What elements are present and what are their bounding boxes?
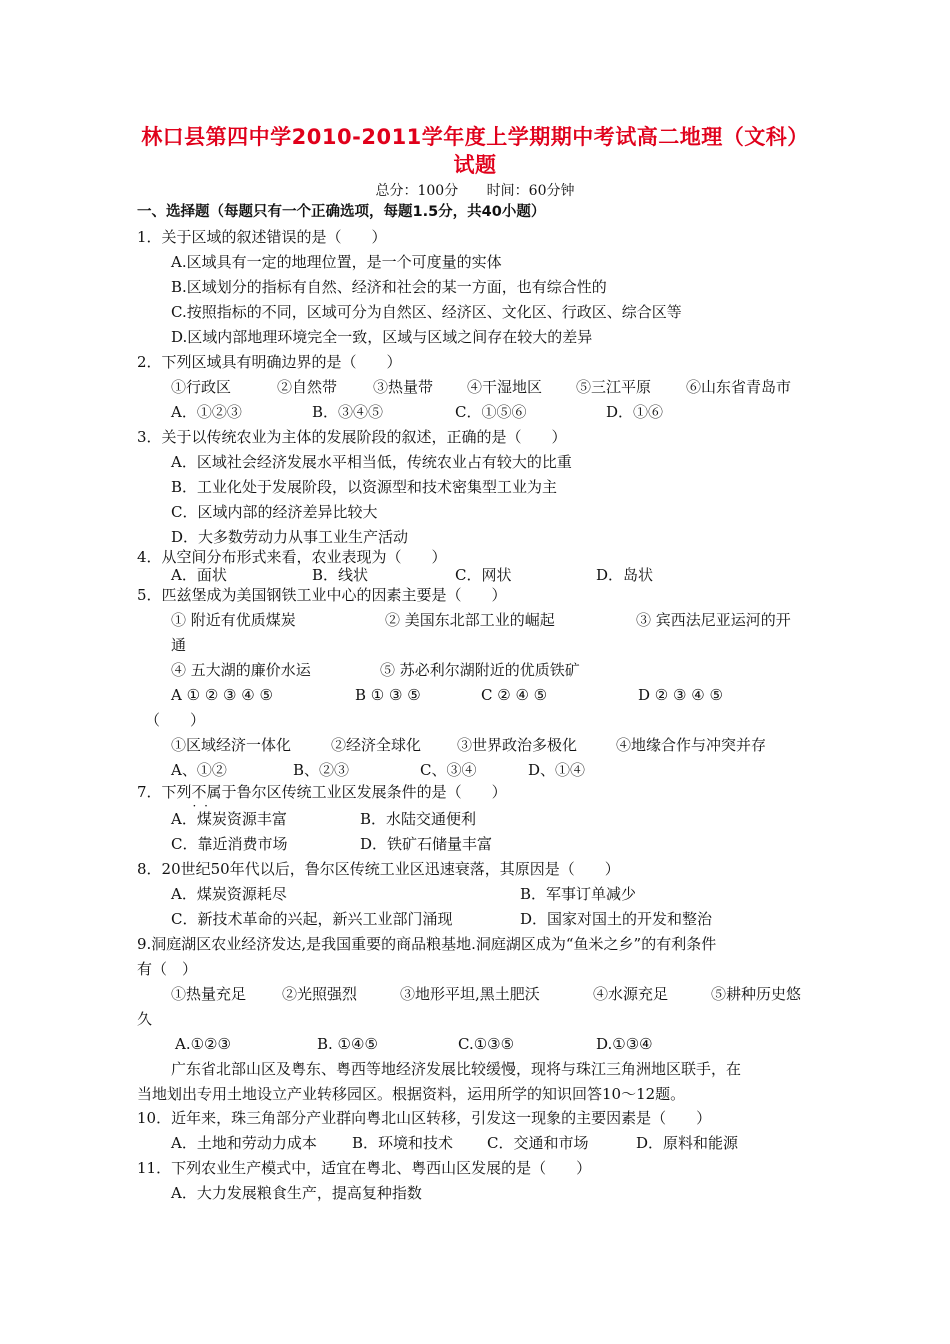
q5-option-d: D ② ③ ④ ⑤ xyxy=(638,686,723,704)
q9-option-a: A.①②③ xyxy=(175,1035,231,1053)
exam-meta xyxy=(0,180,950,200)
q6-item: ④地缘合作与冲突并存 xyxy=(616,736,767,754)
q9-option-c: C.①③⑤ xyxy=(458,1035,515,1053)
q7-stem-post: 鲁尔区传统工业区发展条件的是（ ） xyxy=(236,783,507,801)
q2-option-b: B．③④⑤ xyxy=(312,403,384,421)
q3-stem: 3．关于以传统农业为主体的发展阶段的叙述，正确的是（ ） xyxy=(137,428,567,446)
q7-stem-pre: 7．下列 xyxy=(137,783,192,801)
q2-item: ①行政区 xyxy=(171,378,232,396)
q1-option-d: D.区域内部地理环境完全一致，区域与区域之间存在较大的差异 xyxy=(171,328,593,346)
q3-option-c: C．区域内部的经济差异比较大 xyxy=(171,503,378,521)
q2-item: ⑥山东省青岛市 xyxy=(686,378,792,396)
q7-option-b: B．水陆交通便利 xyxy=(360,810,477,828)
q2-option-d: D．①⑥ xyxy=(606,403,664,421)
q7-option-d: D．铁矿石储量丰富 xyxy=(360,835,493,853)
q1-stem: 1．关于区域的叙述错误的是（ ） xyxy=(137,228,387,246)
q2-item: ④干湿地区 xyxy=(467,378,543,396)
q7-option-a: A．煤炭资源丰富 xyxy=(171,810,287,828)
q5-stem: 5．匹兹堡成为美国钢铁工业中心的因素主要是（ ） xyxy=(137,586,507,604)
q6-option-c: C、③④ xyxy=(420,761,477,779)
passage-line: 当地划出专用土地设立产业转移园区。根据资料，运用所学的知识回答10～12题。 xyxy=(137,1085,686,1103)
q8-option-a: A．煤炭资源耗尽 xyxy=(171,885,287,903)
q9-stem-cont: 有（ ） xyxy=(137,960,198,978)
q5-item: ① 附近有优质煤炭 xyxy=(171,611,296,629)
q4-option-c: C．网状 xyxy=(455,566,512,584)
q9-item: ②光照强烈 xyxy=(282,985,358,1003)
q10-option-c: C．交通和市场 xyxy=(487,1134,589,1152)
q1-option-c: C.按照指标的不同，区域可分为自然区、经济区、文化区、行政区、综合区等 xyxy=(171,303,682,321)
q8-option-b: B．军事订单减少 xyxy=(520,885,637,903)
q8-option-d: D．国家对国土的开发和整治 xyxy=(520,910,713,928)
q6-option-b: B、②③ xyxy=(293,761,350,779)
q9-item: ③地形平坦,黑土肥沃 xyxy=(400,985,540,1003)
q5-option-b: B ① ③ ⑤ xyxy=(355,686,421,704)
q7-stem xyxy=(137,782,507,802)
q2-item: ③热量带 xyxy=(373,378,434,396)
q5-item-wrap: 通 xyxy=(171,636,187,654)
q9-item: ①热量充足 xyxy=(171,985,247,1003)
q2-option-a: A．①②③ xyxy=(171,403,242,421)
q2-item: ⑤三江平原 xyxy=(576,378,652,396)
q2-stem: 2．下列区域具有明确边界的是（ ） xyxy=(137,353,402,371)
q6-stem: （ ） xyxy=(145,711,206,729)
exam-title-line2: 试题 xyxy=(453,153,497,177)
q10-option-d: D．原料和能源 xyxy=(636,1134,739,1152)
q3-option-b: B．工业化处于发展阶段，以资源型和技术密集型工业为主 xyxy=(171,478,558,496)
q7-option-c: C．靠近消费市场 xyxy=(171,835,288,853)
q9-item-wrap: 久 xyxy=(137,1010,153,1028)
q1-option-a: A.区域具有一定的地理位置，是一个可度量的实体 xyxy=(171,253,502,271)
q3-option-a: A．区域社会经济发展水平相当低，传统农业占有较大的比重 xyxy=(171,453,572,471)
q5-option-a: A ① ② ③ ④ ⑤ xyxy=(171,686,273,704)
q11-stem: 11．下列农业生产模式中，适宜在粤北、粤西山区发展的是（ ） xyxy=(137,1159,592,1177)
q8-option-c: C．新技术革命的兴起，新兴工业部门涌现 xyxy=(171,910,453,928)
q4-option-a: A．面状 xyxy=(171,566,227,584)
q5-item: ④ 五大湖的廉价水运 xyxy=(171,661,311,679)
q2-item: ②自然带 xyxy=(277,378,338,396)
exam-title: 林口县第四中学2010-2011学年度上学期期中考试高二地理（文科） xyxy=(141,125,809,149)
q9-stem: 9.洞庭湖区农业经济发达,是我国重要的商品粮基地.洞庭湖区成为“鱼米之乡”的有利条件 xyxy=(137,935,717,953)
q5-item: ③ 宾西法尼亚运河的开 xyxy=(636,611,791,629)
q7-stem-emphasis: 不属于 · · xyxy=(192,783,237,801)
q11-option-a: A．大力发展粮食生产，提高复种指数 xyxy=(171,1184,422,1202)
q5-item: ② 美国东北部工业的崛起 xyxy=(385,611,555,629)
q10-stem: 10．近年来，珠三角部分产业群向粤北山区转移，引发这一现象的主要因素是（ ） xyxy=(137,1109,712,1127)
q10-option-a: A．土地和劳动力成本 xyxy=(171,1134,317,1152)
q6-option-a: A、①② xyxy=(171,761,227,779)
q6-option-d: D、①④ xyxy=(528,761,586,779)
passage-line: 广东省北部山区及粤东、粤西等地经济发展比较缓慢，现将与珠江三角洲地区联手，在 xyxy=(171,1060,742,1078)
q9-option-b: B. ①④⑤ xyxy=(317,1035,378,1053)
section-heading: 一、选择题（每题只有一个正确选项，每题1.5分，共40小题） xyxy=(137,204,546,220)
q2-option-c: C．①⑤⑥ xyxy=(455,403,527,421)
q3-option-d: D．大多数劳动力从事工业生产活动 xyxy=(171,528,409,546)
q8-stem: 8．20世纪50年代以后，鲁尔区传统工业区迅速衰落，其原因是（ ） xyxy=(137,860,620,878)
q5-option-c: C ② ④ ⑤ xyxy=(481,686,548,704)
q4-option-d: D．岛状 xyxy=(596,566,654,584)
q6-item: ①区域经济一体化 xyxy=(171,736,292,754)
total-score: 总分：100分 xyxy=(375,183,459,199)
q4-stem: 4．从空间分布形式来看，农业表现为（ ） xyxy=(137,548,447,566)
q5-item: ⑤ 苏必利尔湖附近的优质铁矿 xyxy=(380,661,580,679)
q9-option-d: D.①③④ xyxy=(596,1035,653,1053)
q10-option-b: B．环境和技术 xyxy=(352,1134,454,1152)
q9-item: ④水源充足 xyxy=(593,985,669,1003)
exam-time: 时间：60分钟 xyxy=(486,183,575,199)
q9-item: ⑤耕种历史悠 xyxy=(711,985,802,1003)
q4-option-b: B．线状 xyxy=(312,566,369,584)
q1-option-b: B.区域划分的指标有自然、经济和社会的某一方面，也有综合性的 xyxy=(171,278,607,296)
q6-item: ②经济全球化 xyxy=(331,736,422,754)
q6-item: ③世界政治多极化 xyxy=(457,736,578,754)
